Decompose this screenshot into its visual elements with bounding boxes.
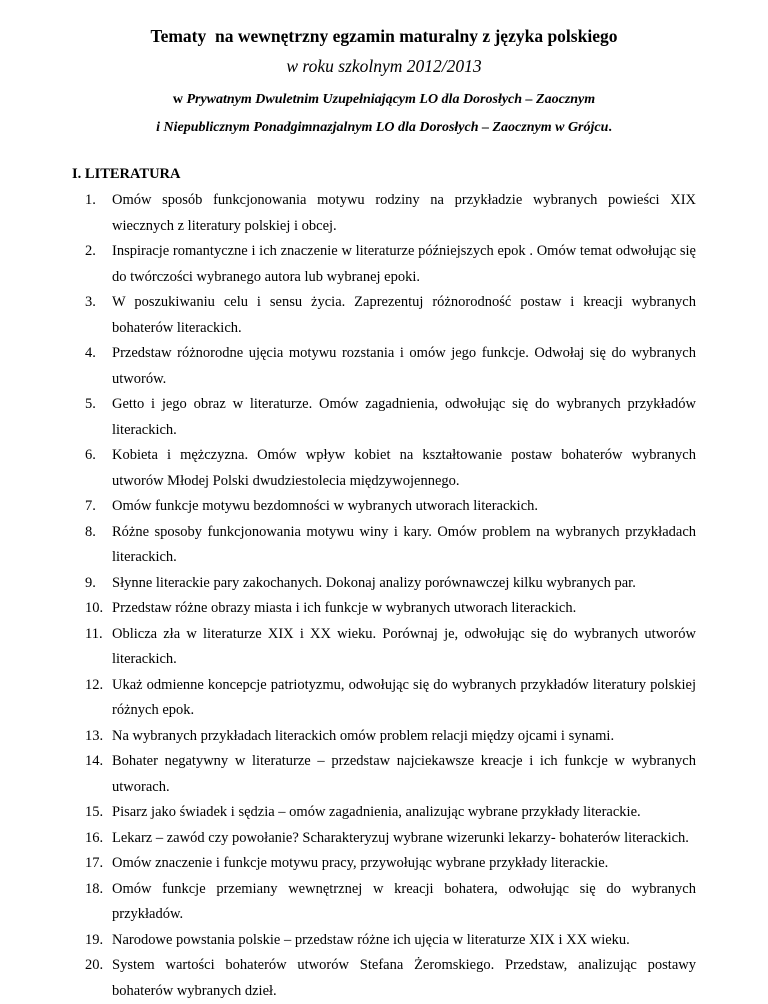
topic-text: Przedstaw różnorodne ujęcia motywu rozstania i omów jego funkcje. Odwołaj się do wybranych utworów. bbox=[112, 345, 696, 387]
topic-item bbox=[72, 928, 696, 954]
topic-item bbox=[72, 673, 696, 724]
topic-text: Ukaż odmienne koncepcje patriotyzmu, odwołując się do wybranych przykładów literatury polskiej różnych epok. bbox=[112, 676, 696, 718]
school-line-2-name: i Niepublicznym Ponadgimnazjalnym LO dla Dorosłych – Zaocznym w Grójcu bbox=[156, 120, 609, 135]
topic-text: Omów sposób funkcjonowania motywu rodziny na przykładzie wybranych powieści XIX wiecznych z literatury polskiej i obcej. bbox=[112, 192, 696, 234]
topic-number: 5. bbox=[85, 396, 96, 412]
topic-number: 19. bbox=[85, 931, 104, 948]
topic-number: 18. bbox=[85, 880, 104, 897]
topic-number: 13. bbox=[85, 727, 104, 744]
school-line-1-prefix: w bbox=[172, 92, 187, 107]
topic-text: Lekarz – zawód czy powołanie? Scharakteryzuj wybrane wizerunki lekarzy- bohaterów literackich. bbox=[112, 829, 689, 846]
topic-item bbox=[72, 877, 696, 928]
school-line-1-name: Prywatnym Dwuletnim Uzupełniającym LO dla Dorosłych – Zaocznym bbox=[186, 92, 596, 107]
topic-number: 20. bbox=[85, 957, 104, 973]
topic-text: Inspiracje romantyczne i ich znaczenie w literaturze późniejszych epok . Omów temat odwołując się do twórczości wybranego autora lub wybranej epoki. bbox=[112, 243, 696, 285]
document-title: Tematy na wewnętrzny egzamin maturalny z języka polskiego bbox=[150, 26, 618, 46]
topic-item bbox=[72, 826, 696, 852]
topic-item bbox=[72, 239, 696, 290]
school-name-line-2 bbox=[72, 118, 696, 138]
topic-item bbox=[72, 596, 696, 622]
topic-number: 7. bbox=[85, 498, 96, 514]
topic-item bbox=[72, 188, 696, 239]
school-year: w roku szkolnym 2012/2013 bbox=[286, 56, 482, 76]
topic-number: 1. bbox=[85, 192, 96, 208]
topic-number: 2. bbox=[85, 243, 96, 259]
topic-item bbox=[72, 392, 696, 443]
section-heading-literature: I. LITERATURA bbox=[72, 166, 181, 182]
topic-item bbox=[72, 800, 696, 826]
topic-number: 17. bbox=[85, 855, 104, 871]
topic-item bbox=[72, 494, 696, 520]
topic-text: Narodowe powstania polskie – przedstaw różne ich ujęcia w literaturze XIX i XX wieku. bbox=[112, 931, 630, 948]
school-name-line-1 bbox=[72, 90, 696, 110]
topic-text: Na wybranych przykładach literackich omów problem relacji między ojcami i synami. bbox=[112, 727, 615, 744]
topic-item bbox=[72, 290, 696, 341]
topic-number: 12. bbox=[85, 676, 104, 693]
topic-item bbox=[72, 724, 696, 750]
topic-item bbox=[72, 520, 696, 571]
topic-text: Omów funkcje motywu bezdomności w wybranych utworach literackich. bbox=[112, 498, 539, 514]
topic-text: Omów funkcje przemiany wewnętrznej w kreacji bohatera, odwołując się do wybranych przykładów. bbox=[112, 880, 696, 922]
topic-number: 8. bbox=[85, 523, 96, 540]
topic-text: Pisarz jako świadek i sędzia – omów zagadnienia, analizując wybrane przykłady literackie. bbox=[112, 804, 641, 820]
topic-text: Słynne literackie pary zakochanych. Dokonaj analizy porównawczej kilku wybranych par. bbox=[112, 574, 636, 591]
topic-item bbox=[72, 443, 696, 494]
topic-text: Omów znaczenie i funkcje motywu pracy, przywołując wybrane przykłady literackie. bbox=[112, 855, 609, 871]
topic-number: 15. bbox=[85, 804, 104, 820]
topic-text: Getto i jego obraz w literaturze. Omów zagadnienia, odwołując się do wybranych przykładów literackich. bbox=[112, 396, 696, 438]
topic-number: 4. bbox=[85, 345, 96, 361]
topic-number: 10. bbox=[85, 600, 104, 616]
topic-number: 16. bbox=[85, 829, 104, 846]
topic-item bbox=[72, 622, 696, 673]
topics-list bbox=[72, 188, 696, 1004]
school-line-2-end: . bbox=[608, 120, 612, 135]
topic-number: 14. bbox=[85, 753, 104, 769]
topic-text: Przedstaw różne obrazy miasta i ich funkcje w wybranych utworach literackich. bbox=[112, 600, 577, 616]
topic-item bbox=[72, 341, 696, 392]
topic-text: Różne sposoby funkcjonowania motywu winy i kary. Omów problem na wybranych przykładach literackich. bbox=[112, 523, 696, 565]
topic-text: Kobieta i mężczyzna. Omów wpływ kobiet na kształtowanie postaw bohaterów wybranych utworów Młodej Polski dwudziestolecia międzywojennego. bbox=[112, 447, 696, 489]
topic-text: System wartości bohaterów utworów Stefana Żeromskiego. Przedstaw, analizując postawy bohaterów wybranych dzieł. bbox=[112, 957, 696, 999]
topic-text: Oblicza zła w literaturze XIX i XX wieku. Porównaj je, odwołując się do wybranych utworów literackich. bbox=[112, 625, 696, 667]
topic-text: Bohater negatywny w literaturze – przedstaw najciekawsze kreacje i ich funkcje w wybranych utworach. bbox=[112, 753, 696, 795]
topic-number: 3. bbox=[85, 294, 96, 310]
topic-item bbox=[72, 953, 696, 1004]
topic-item bbox=[72, 749, 696, 800]
topic-number: 9. bbox=[85, 574, 96, 591]
topic-text: W poszukiwaniu celu i sensu życia. Zaprezentuj różnorodność postaw i kreacji wybranych bohaterów literackich. bbox=[112, 294, 696, 336]
topic-number: 6. bbox=[85, 447, 96, 463]
topic-item bbox=[72, 851, 696, 877]
topic-number: 11. bbox=[85, 625, 103, 642]
topic-item bbox=[72, 571, 696, 597]
